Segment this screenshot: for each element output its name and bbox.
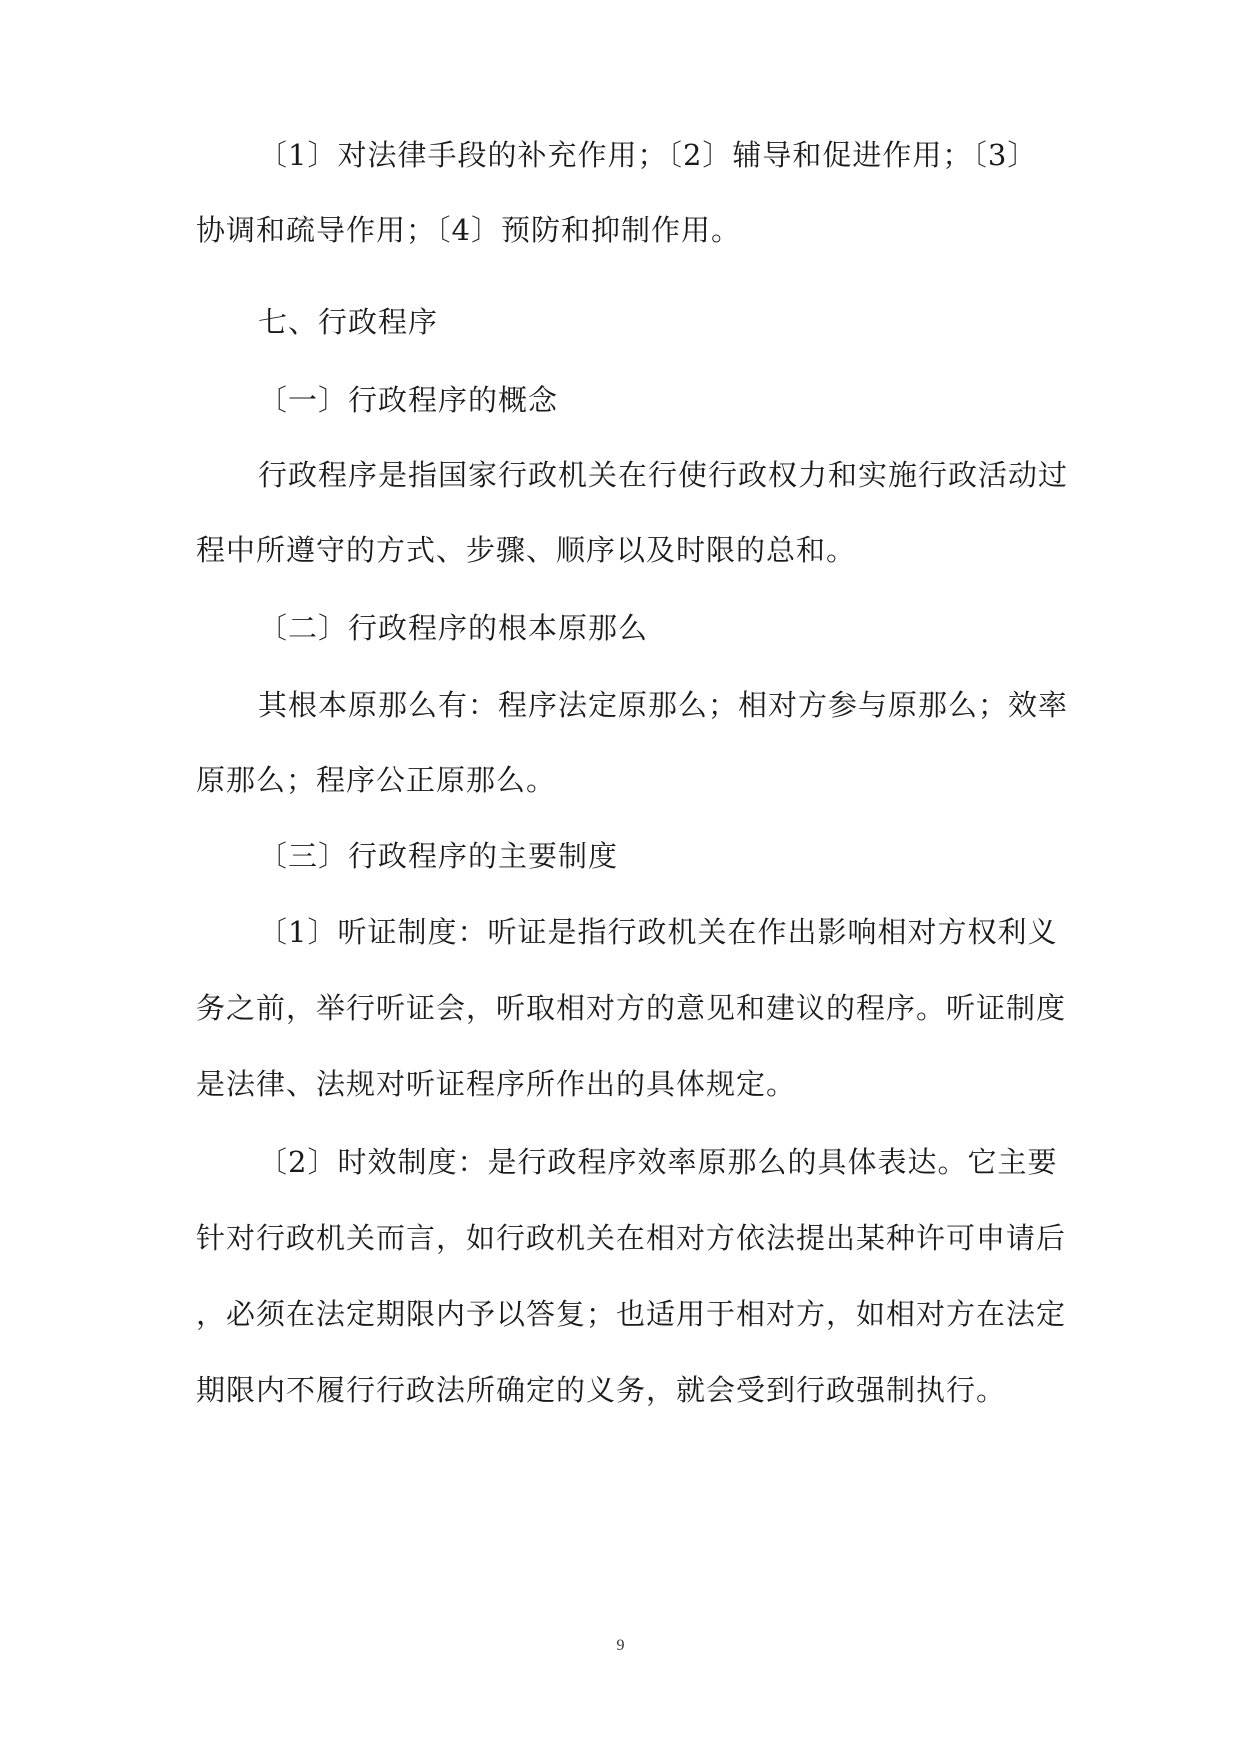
text-line: 〔1〕对法律手段的补充作用；〔2〕辅导和促进作用；〔3〕 [258, 138, 1038, 172]
text-line: 是法律、法规对听证程序所作出的具体规定。 [196, 1067, 797, 1101]
text-line: ，必须在法定期限内予以答复；也适用于相对方，如相对方在法定 [196, 1297, 1067, 1331]
text-line: 〔1〕听证制度：听证是指行政机关在作出影响相对方权利义 [258, 915, 1058, 949]
text-line: 其根本原那么有：程序法定原那么；相对方参与原那么；效率 [258, 688, 1069, 722]
text-line: 原那么；程序公正原那么。 [196, 763, 557, 797]
text-line: 行政程序是指国家行政机关在行使行政权力和实施行政活动过 [258, 458, 1069, 492]
subsection-heading: 〔二〕行政程序的根本原那么 [258, 611, 649, 645]
text-line: 针对行政机关而言，如行政机关在相对方依法提出某种许可申请后 [196, 1221, 1067, 1255]
text-line: 务之前，举行听证会，听取相对方的意见和建议的程序。听证制度 [196, 991, 1067, 1025]
text-line: 期限内不履行行政法所确定的义务，就会受到行政强制执行。 [196, 1373, 1007, 1407]
text-line: 协调和疏导作用；〔4〕预防和抑制作用。 [196, 213, 741, 247]
subsection-heading: 〔一〕行政程序的概念 [258, 383, 559, 417]
text-line: 〔2〕时效制度：是行政程序效率原那么的具体表达。它主要 [258, 1145, 1058, 1179]
subsection-heading: 〔三〕行政程序的主要制度 [258, 839, 619, 873]
text-line: 程中所遵守的方式、步骤、顺序以及时限的总和。 [196, 533, 857, 567]
section-heading: 七、行政程序 [258, 305, 439, 339]
page-number: 9 [616, 1637, 625, 1654]
